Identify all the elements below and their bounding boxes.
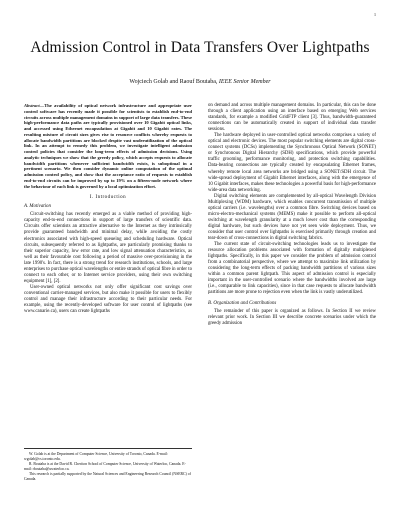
right-column xyxy=(208,103,376,327)
paragraph: The remainder of this paper is organized as follows. In Section II we review relevant prior work. In Section III we describe concrete scenarios under which the greedy admission xyxy=(208,308,376,326)
paragraph: The hardware deployed in user-controlled optical networks comprises a variety of optical and electronic devices. The most popular switching elements are digital cross-connect systems (DCSs) implementing the Synchronous Optical Network (SONET) or Synchronous Digital Hierarchy (SDH) specifications, which provide powerful traffic grooming, performance monitoring, and protection switching capabilities. Data-bearing connections are typically created by encapsulating Ethernet frames, whereby remote local area networks are bridged using a SONET/SDH circuit. The wide-spread deployment of Gigabit Ethernet interfaces, along with the emergence of 10 Gigabit interfaces, makes these technologies a powerful basis for high-performance wide-area data networking. xyxy=(208,133,376,193)
footnotes xyxy=(24,448,192,482)
paragraph: Digital switching elements are complemented by all-optical Wavelength Division Multiplexing (WDM) hardware, which enables concurrent transmission of multiple optical carriers (i.e. wavelengths) over a common fibre. Switching devices based on micro-electro-mechanical systems (MEMS) make it possible to perform all-optical switching at wavelength granularity at a much lower cost than the corresponding digital hardware, but such devices have not yet seen wide deployment. Thus, we consider that user control over lightpaths is exercised primarily through creation and tear-down of cross-connections in digital switching fabrics. xyxy=(208,193,376,242)
author-role: IEEE Senior Member xyxy=(218,79,271,85)
footnote: R. Boutaba is at the David R. Cheriton School of Computer Science, University of Waterloo, Canada. E-mail: rboutaba@uwaterloo.ca. xyxy=(24,461,186,471)
author-names: Wojciech Golab and Raouf Boutaba, xyxy=(129,79,218,85)
paragraph: User-owned optical networks not only offer significant cost savings over conventional carrier-managed services, but also make it possible for users to flexibly control and manage their infrastructure according to their particular needs. For example, using the recently-developed software for user control of lightpaths (see www.canarie.ca), users can create lightpaths xyxy=(24,284,192,315)
section-heading-introduction: I. Introduction xyxy=(89,195,127,201)
abstract-label: Abstract xyxy=(24,103,40,108)
page-number: 1 xyxy=(374,12,376,17)
subsection-heading-motivation: A. Motivation xyxy=(24,204,51,210)
abstract-text: —The availability of optical network infrastructure and appropriate user control software has recently made it possible for scientists to establish end-to-end circuits across multiple management domains in support of large data transfers. These high-performance data paths are typically provisioned over 10 Gigabit optical links, and accessed using Ethernet encapsulation at Gigabit and 10 Gigabit rates. The resulting mixture of circuit sizes gives rise to resource conflicts whereby requests to allocate bandwidth partitions are blocked despite vast underutilization of the optical link. In an attempt to remedy this problem, we investigate intelligent admission control policies that consider the long-term effects of admission decisions. Using analytic techniques we show that the greedy policy, which accepts requests to allocate bandwidth partitions whenever sufficient bandwidth exists, is suboptimal in a pertinent scenario. We then consider dynamic online computation of the optimal admission control policy, and show that the acceptance ratio of requests to establish end-to-end circuits can be improved by up to 19% on a fifteen-node network where the behaviour of each link is governed by a local optimization effort. xyxy=(24,103,192,189)
paragraph: Circuit-switching has recently emerged as a viable method of providing high-capacity end-to-end connections in support of large transfers of scientific data. Circuits offer scientists an attractive alternative to the Internet as they intrinsically provide guaranteed bandwidth and minimal delay, while avoiding the costly electronics associated with high-speed queueing and scheduling hardware. Optical circuits, subsequently referred to as lightpaths, are particularly promising thanks to their superior capacity, low error rate, and low signal attenuation characteristics, as well as their favourable cost following a period of massive over-provisioning in the late 1990's. In fact, there is a strong trend for research institutions, schools, and large enterprises to purchase optical wavelengths or entire strands of optical fibre in order to connect to each other, or to Internet service providers, using their own switching equipment [1], [2]. xyxy=(24,212,192,284)
author-line xyxy=(20,79,380,85)
paragraph: The current state of circuit-switching technologies leads us to investigate the resource allocation problems associated with formation of digitally multiplexed lightpaths. Specifically, in this paper we consider the problem of admission control from a combinatorial perspective, where we attempt to maximize link utilization by considering the long-term effects of packing bandwidth partitions of various sizes within a common parent lightpath. This aspect of admission control is especially important in the user-controlled scenario where the bandwidths involved are large (i.e., comparable to link capacities), since in that case requests to allocate bandwidth partitions are more prone to rejection even when the link is vastly underutilized. xyxy=(208,242,376,296)
left-column xyxy=(24,103,192,315)
paper-title: Admission Control in Data Transfers Over Lightpaths xyxy=(30,39,370,56)
abstract xyxy=(24,103,192,189)
footnote: W. Golab is at the Department of Computer Science, University of Toronto, Canada. E-mail: wgolab@cs.toronto.edu. xyxy=(24,452,168,461)
paragraph: on demand and across multiple management domains. In particular, this can be done through a client application using an interface based on emerging Web services standards, for example a modified GridFTP client [3]. Thus, bandwidth-guaranteed connections can be automatically created in support of individual data transfer sessions. xyxy=(208,103,376,133)
subsection-heading-organization: B. Organization and Contributions xyxy=(208,300,277,306)
footnote: This research is partially supported by the Natural Sciences and Engineering Research Council (NSERC) of Canada. xyxy=(24,471,191,481)
